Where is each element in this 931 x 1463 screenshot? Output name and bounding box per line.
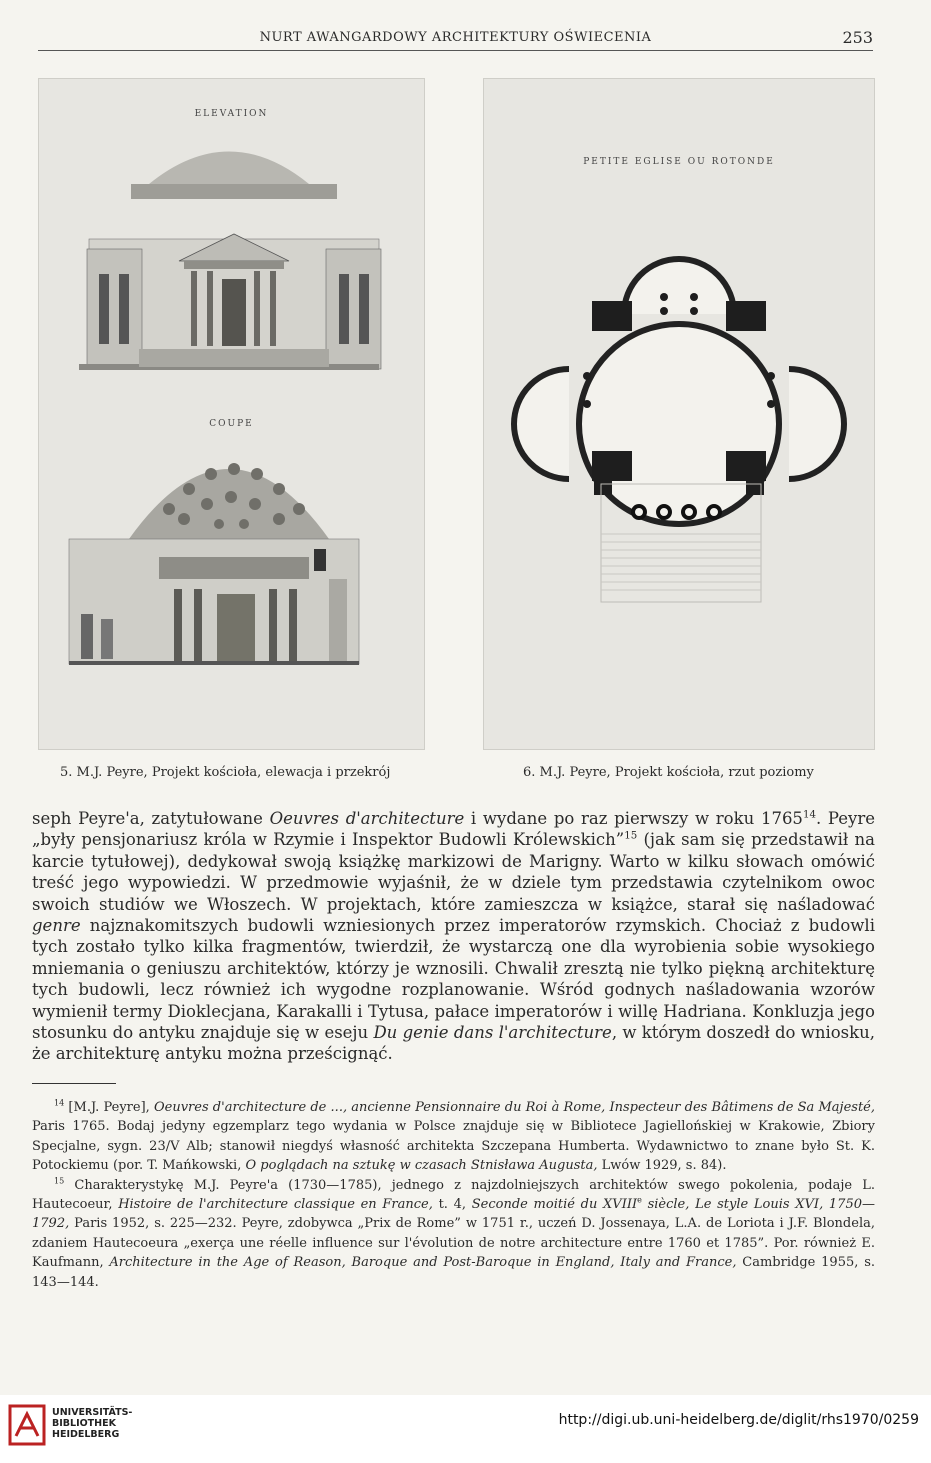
header-title: NURT AWANGARDOWY ARCHITEKTURY OŚWIECENIA bbox=[259, 30, 652, 45]
library-name: UNIVERSITÄTS- BIBLIOTHEK HEIDELBERG bbox=[52, 1407, 133, 1440]
footnote-14: $^{14}$ [M.J. Peyre], Oeuvres d'architecture de ..., ancienne Pensionnaire du Roi à Rome, Inspecteur des Bâtimens de Sa Majesté, Paris 1765. Bodaj jedyny egzemplarz tego wydania w Polsce znajduje się w Bibliotece Jagiellońskiej w Krakowie, Zbiory Specjalne, sygn. 23/V Alb; stanowił niegdyś własność architekta Szczepana Humberta. Wydawnictwo to znane było St. K. Potockiemu (por. T. Mańkowski, O poglądach na sztukę w czasach Stnisława Augusta, Lwów 1929, s. 84). bbox=[32, 1098, 875, 1174]
source-url-link[interactable]: http://digi.ub.uni-heidelberg.de/diglit/rhs1970/0259 bbox=[558, 1412, 919, 1428]
figure-5-plate bbox=[38, 78, 425, 750]
main-text bbox=[32, 808, 875, 1065]
running-header bbox=[38, 28, 873, 51]
elevation-label: ELEVATION bbox=[194, 109, 269, 119]
library-logo-icon bbox=[8, 1402, 46, 1448]
footnote-15: $^{15}$ Charakterystykę M.J. Peyre'a (1730—1785), jednego z najzdolniejszych architektów swego pokolenia, podaje L. Hautecoeur, Histoire de l'architecture classique en France, t. 4, Seconde moitié du XVIIIe siècle, Le style Louis XVI, 1750—1792, Paris 1952, s. 225—232. Peyre, zdobywca „Prix de Rome” w 1751 r., uczeń D. Jossenaya, L.A. de Loriota i J.F. Blondela, zdaniem Hautecoeura „exerça une réelle influence sur l'évolution de notre architecture entre 1760 et 1785”. Por. również E. Kaufmann, Architecture in the Age of Reason, Baroque and Post-Baroque in England, Italy and France, Cambridge 1955, s. 143—144. bbox=[32, 1176, 875, 1290]
footnote-divider bbox=[32, 1083, 116, 1084]
figure-5-caption: 5. M.J. Peyre, Projekt kościoła, elewacja i przekrój bbox=[60, 765, 391, 780]
footnote-ref-14: 14 bbox=[802, 809, 816, 821]
elevation-drawing bbox=[39, 79, 424, 749]
page-number: 253 bbox=[842, 28, 873, 47]
figure-6-plate bbox=[483, 78, 875, 750]
section-label: COUPE bbox=[209, 419, 254, 429]
figure-6-caption: 6. M.J. Peyre, Projekt kościoła, rzut poziomy bbox=[523, 765, 814, 780]
footnotes bbox=[32, 1098, 875, 1292]
body-paragraph: seph Peyre'a, zatytułowane Oeuvres d'architecture i wydane po raz pierwszy w roku 1765$^{14}$. Peyre „były pensjonariusz króla w Rzymie i Inspektor Budowli Królewskich”$^{15}$ (jak sam się przedstawił na karcie tytułowej), dedykował swoją książkę markizowi de Marigny. Warto w kilku słowach omówić treść jego wypowiedzi. W przedmowie wyjaśnił, że w dziele tym przedstawia czytelnikom owoc swoich studiów we Włoszech. W projektach, które zamieszcza w książce, starał się naśladować genre najznakomitszych budowli wzniesionych przez imperatorów rzymskich. Chociaż z budowli tych zostało tylko kilka fragmentów, twierdził, że wystarczą one dla wyrobienia sobie wysokiego mniemania o geniuszu architektów, którzy je wznosili. Chwalił zresztą nie tylko piękną architekturę tych budowli, lecz również ich wygodne rozplanowanie. Wśród godnych naśladowania wzorów wymienił termy Dioklecjana, Karakalli i Tytusa, pałace imperatorów i willę Hadriana. Konkluzja jego stosunku do antyku znajduje się w eseju Du genie dans l'architecture, w którym doszedł do wniosku, że architekturę antyku można prześcignąć. bbox=[32, 809, 876, 1064]
floor-plan-drawing bbox=[484, 79, 874, 749]
library-footer bbox=[0, 1395, 931, 1463]
footnote-ref-15: 15 bbox=[624, 830, 638, 842]
plan-label: PETITE EGLISE OU ROTONDE bbox=[583, 157, 775, 167]
